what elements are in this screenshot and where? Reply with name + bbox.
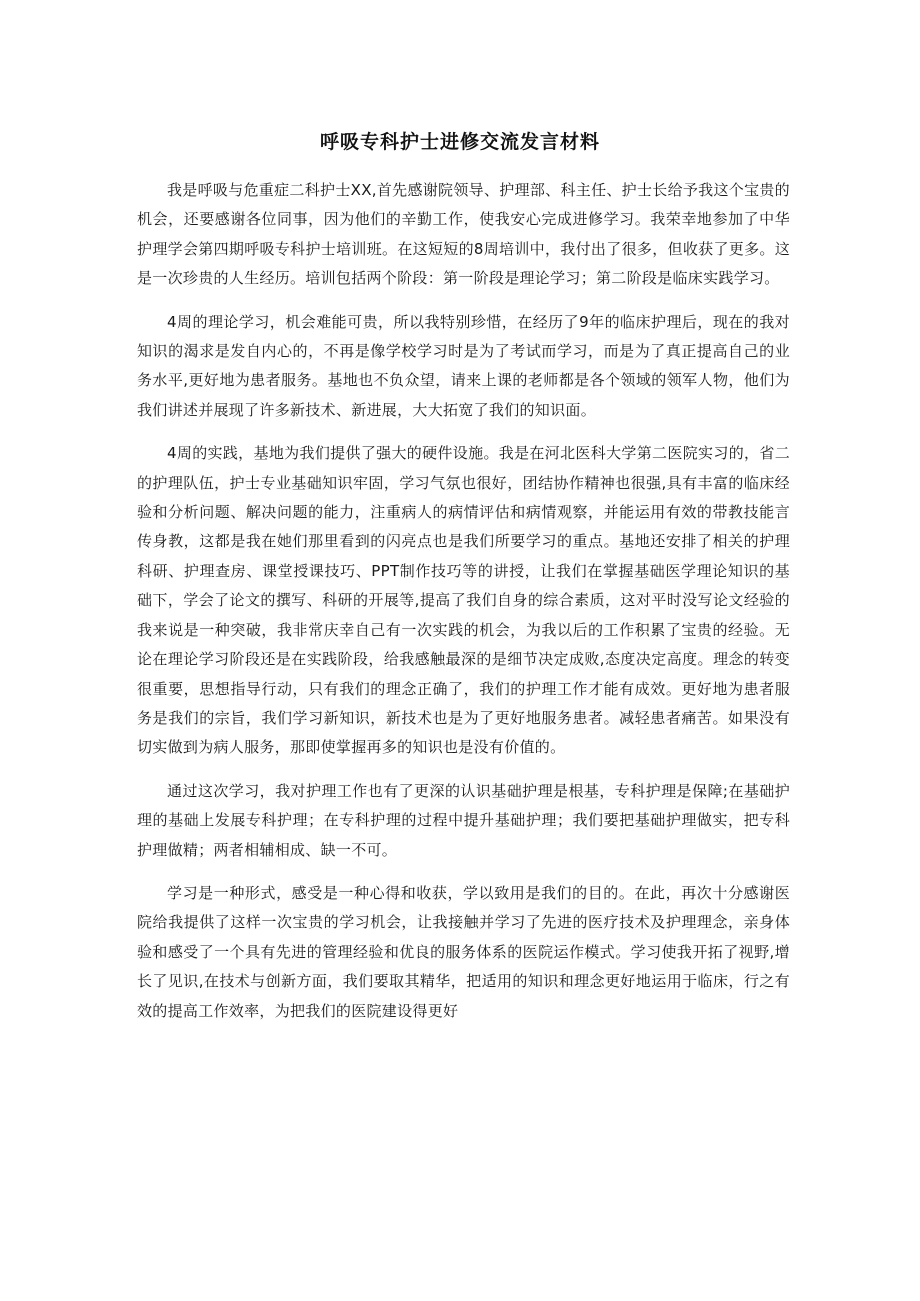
paragraph-5: 学习是一种形式，感受是一种心得和收获，学以致用是我们的目的。在此，再次十分感谢医院给我提供了这样一次宝贵的学习机会，让我接触并学习了先进的医疗技术及护理理念，亲身体验和感受了一个具有先进的管理经验和优良的服务体系的医院运作模式。学习使我开拓了视野,增长了见识,在技术与创新方面，我们要取其精华，把适用的知识和理念更好地运用于临床，行之有效的提高工作效率，为把我们的医院建设得更好 bbox=[137, 883, 790, 1020]
paragraph-3: 4周的实践，基地为我们提供了强大的硬件设施。我是在河北医科大学第二医院实习的，省二的护理队伍，护士专业基础知识牢固，学习气氛也很好，团结协作精神也很强,具有丰富的临床经验和分析问题、解决问题的能力，注重病人的病情评估和病情观察，并能运用有效的带教技能言传身教，这都是我在她们那里看到的闪亮点也是我们所要学习的重点。基地还安排了相关的护理科研、护理查房、课堂授课技巧、PPT制作技巧等的讲授，让我们在掌握基础医学理论知识的基础下，学会了论文的撰写、科研的开展等,提高了我们自身的综合素质，这对平时没写论文经验的我来说是一种突破，我非常庆幸自己有一次实践的机会，为我以后的工作积累了宝贵的经验。无论在理论学习阶段还是在实践阶段，给我感触最深的是细节决定成败,态度决定高度。理念的转变很重要，思想指导行动，只有我们的理念正确了，我们的护理工作才能有成效。更好地为患者服务是我们的宗旨，我们学习新知识，新技术也是为了更好地服务患者。减轻患者痛苦。如果没有切实做到为病人服务，那即使掌握再多的知识也是没有价值的。 bbox=[137, 444, 790, 757]
paragraph-4: 通过这次学习，我对护理工作也有了更深的认识基础护理是根基，专科护理是保障;在基础护理的基础上发展专科护理；在专科护理的过程中提升基础护理；我们要把基础护理做实，把专科护理做精；两者相辅相成、缺一不可。 bbox=[137, 781, 790, 859]
document-body bbox=[137, 176, 790, 1040]
paragraph-1: 我是呼吸与危重症二科护士XX,首先感谢院领导、护理部、科主任、护士长给予我这个宝贵的机会，还要感谢各位同事，因为他们的辛勤工作，使我安心完成进修学习。我荣幸地参加了中华护理学会第四期呼吸专科护士培训班。在这短短的8周培训中，我付出了很多，但收获了更多。这是一次珍贵的人生经历。培训包括两个阶段：第一阶段是理论学习；第二阶段是临床实践学习。 bbox=[137, 181, 790, 288]
document-title: 呼吸专科护士进修交流发言材料 bbox=[319, 131, 600, 153]
paragraph-2: 4周的理论学习，机会难能可贵，所以我特别珍惜，在经历了9年的临床护理后，现在的我对知识的渴求是发自内心的，不再是像学校学习时是为了考试而学习，而是为了真正提高自己的业务水平,更好地为患者服务。基地也不负众望，请来上课的老师都是各个领域的领军人物，他们为我们讲述并展现了许多新技术、新进展，大大拓宽了我们的知识面。 bbox=[137, 312, 790, 419]
